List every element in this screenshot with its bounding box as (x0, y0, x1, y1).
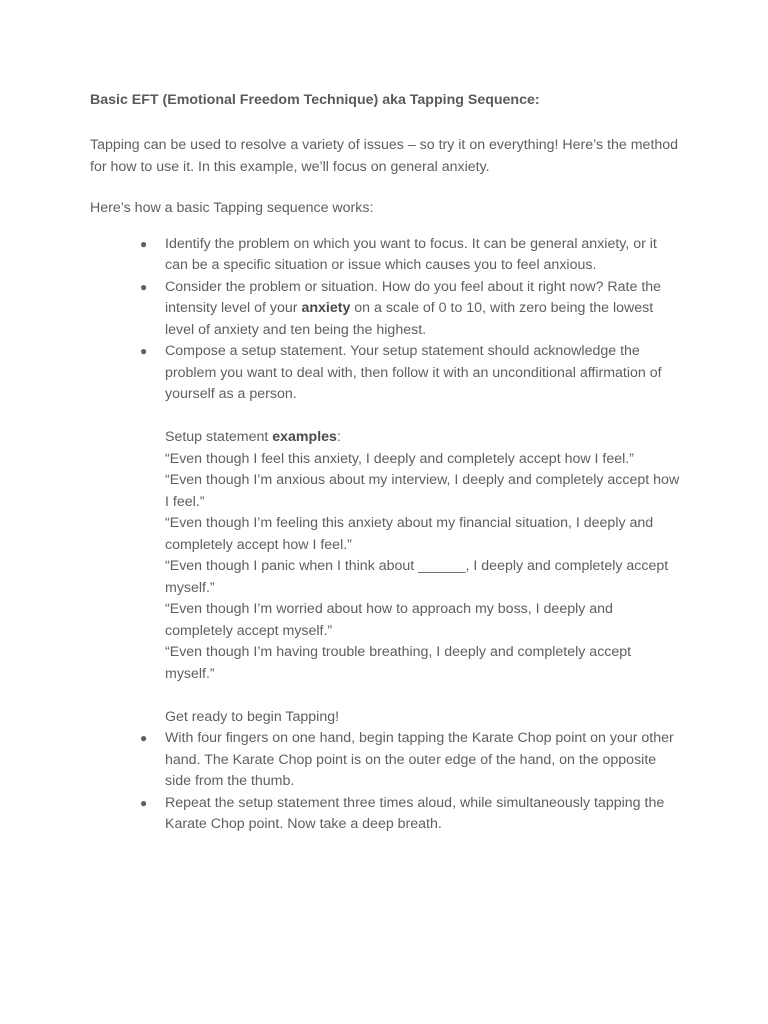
bullet-icon: ● (140, 795, 148, 810)
step-text: Consider the problem or situation. How do you feel about it right now? Rate the intensity level of your (165, 278, 662, 316)
bullet-icon: ● (140, 344, 148, 358)
setup-example: “Even though I feel this anxiety, I deeply and completely accept how I feel.” (165, 450, 634, 467)
setup-label-bold: examples (272, 429, 337, 445)
intro-paragraph: Tapping can be used to resolve a variety of issues – so try it on everything! Here’s the method for how to use it. In this example, we’ll focus on general anxiety. (90, 137, 679, 175)
list-item (90, 341, 683, 406)
steps-list (90, 234, 690, 406)
step-text: Repeat the setup statement three times aloud, while simultaneously tapping the Karate Chop point. Now take a deep breath. (165, 794, 665, 832)
bullet-icon: ● (140, 731, 148, 745)
document-page (90, 90, 690, 836)
how-intro-paragraph: Here’s how a basic Tapping sequence works: (90, 200, 374, 216)
steps-list-continued (90, 728, 690, 836)
setup-example: “Even though I’m anxious about my interview, I deeply and completely accept how I feel.” (165, 472, 680, 510)
list-item (90, 728, 683, 793)
list-item (90, 234, 683, 277)
step-text: Identify the problem on which you want to focus. It can be general anxiety, or it can be a specific situation or issue which causes you to feel anxious. (165, 235, 657, 273)
setup-examples-block (90, 406, 683, 729)
step-bold-text: anxiety (301, 300, 351, 316)
get-ready-text: Get ready to begin Tapping! (165, 708, 340, 725)
setup-label: Setup statement examples: (165, 429, 341, 445)
setup-example: “Even though I panic when I think about ______, I deeply and completely accept myself.” (165, 558, 669, 596)
setup-example: “Even though I’m having trouble breathing, I deeply and completely accept myself.” (165, 644, 632, 682)
bullet-icon: ● (140, 236, 148, 251)
setup-example: “Even though I’m feeling this anxiety about my financial situation, I deeply and completely accept how I feel.” (165, 515, 654, 553)
bullet-icon: ● (140, 279, 148, 294)
document-title: Basic EFT (Emotional Freedom Technique) aka Tapping Sequence: (90, 92, 540, 108)
step-text: on a scale of 0 to 10, with zero being the lowest level of anxiety and ten being the highest. (165, 300, 654, 338)
list-item (90, 277, 683, 342)
step-text: With four fingers on one hand, begin tapping the Karate Chop point on your other hand. The Karate Chop point is on the outer edge of the hand, on the opposite side from the thumb. (165, 730, 674, 789)
list-item (90, 793, 683, 836)
step-text: Compose a setup statement. Your setup statement should acknowledge the problem you want to deal with, then follow it with an unconditional affirmation of yourself as a person. (165, 343, 662, 402)
setup-example: “Even though I’m worried about how to approach my boss, I deeply and completely accept myself.” (165, 601, 613, 639)
